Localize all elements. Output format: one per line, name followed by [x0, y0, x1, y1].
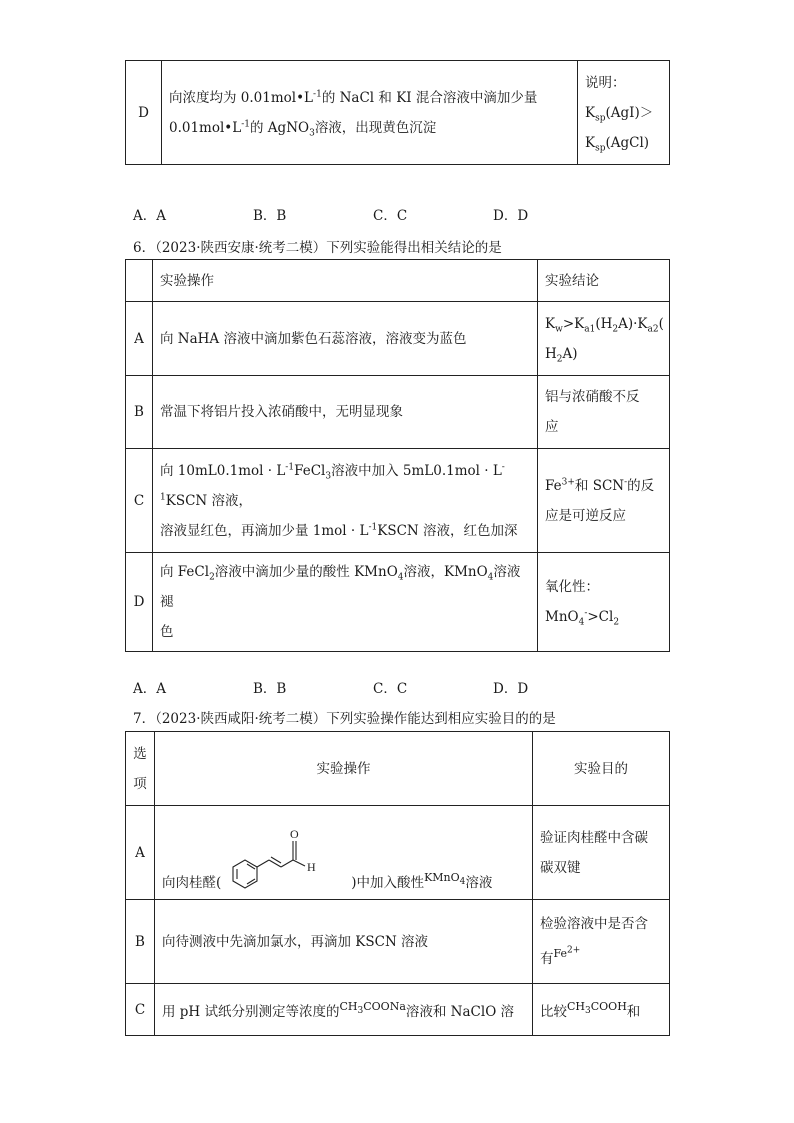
row-label: B [126, 900, 155, 984]
choice-d[interactable]: D．D [493, 208, 529, 224]
row-label: D [126, 61, 162, 165]
conclusion-cell: 铝与浓硝酸不反 应 [538, 376, 670, 449]
table-row [126, 900, 670, 984]
table-row [126, 984, 670, 1036]
operation-cell: 向 NaHA 溶液中滴加紫色石蕊溶液，溶液变为蓝色 [153, 302, 538, 376]
choice-c[interactable]: C．C [373, 208, 408, 224]
choice-b[interactable]: B．B [253, 208, 287, 224]
q7-title: 7．（2023·陕西咸阳·统考二模）下列实验操作能达到相应实验目的的是 [133, 711, 556, 727]
operation-cell: 用 pH 试纸分别测定等浓度的$^{CH_3COONa}$溶液和 NaClO 溶 [155, 984, 533, 1036]
q6-choices [133, 677, 613, 697]
header-goal: 实验目的 [533, 732, 670, 806]
goal-cell: 验证肉桂醛中含碳 碳双键 [533, 806, 670, 900]
q7-table [125, 731, 670, 1036]
goal-cell: 比较$^{CH_3COOH}$和 [533, 984, 670, 1036]
operation-cell: 向 $10mL0.1mol \cdot L^{-1}FeCl_3$溶液中加入 $5mL0.1mol \cdot L^{-1}KSCN$ 溶液， 溶液显红色，再滴加少量 $1mol \cdot L^{-1}KSCN$ 溶液，红色加深 [153, 449, 538, 553]
operation-cell: 向浓度均为 $0.01mol•L^{-1}$的 NaCl 和 KI 混合溶液中滴加少量 $0.01mol•L^{-1}$的 AgNO$_3$溶液，出现黄色沉淀 [162, 61, 578, 165]
operation-cell: 向待测液中先滴加氯水，再滴加 KSCN 溶液 [155, 900, 533, 984]
table-header-row [126, 732, 670, 806]
conclusion-cell: 说明： $K_{sp}(AgI)>$ $K_{sp}(AgCl)$ [578, 61, 670, 165]
choice-c[interactable]: C．C [373, 681, 408, 697]
table-row [126, 806, 670, 900]
table-row [126, 376, 670, 449]
operation-cell: 向肉桂醛( O H )中加入酸性$^{KMnO_4}$溶液 [155, 806, 533, 900]
q5-table-tail [125, 60, 670, 165]
header-option: 选 项 [126, 732, 155, 806]
row-label: C [126, 449, 153, 553]
row-label: A [126, 806, 155, 900]
cinnamaldehyde-structure-icon [221, 821, 351, 893]
table-row [126, 553, 670, 652]
table-row [126, 61, 670, 165]
header-operation: 实验操作 [155, 732, 533, 806]
table-row [126, 302, 670, 376]
table-header-row [126, 260, 670, 302]
header-operation: 实验操作 [153, 260, 538, 302]
conclusion-cell: $K_w>K_{a1}(H_2A)\cdot K_{a2}$( $H_2A$) [538, 302, 670, 376]
row-label: A [126, 302, 153, 376]
svg-text:O: O [290, 827, 299, 841]
choice-a[interactable]: A．A [133, 208, 166, 224]
q5-choices [133, 204, 613, 224]
row-label: B [126, 376, 153, 449]
choice-d[interactable]: D．D [493, 681, 529, 697]
q6-table [125, 259, 670, 652]
header-conclusion: 实验结论 [538, 260, 670, 302]
conclusion-cell: 氧化性： $MnO_4^->Cl_2$ [538, 553, 670, 652]
operation-cell: 常温下将铝片投入浓硝酸中，无明显现象 [153, 376, 538, 449]
table-row [126, 449, 670, 553]
choice-a[interactable]: A．A [133, 681, 166, 697]
svg-text:H: H [307, 860, 316, 874]
operation-cell: 向 FeCl$_2$溶液中滴加少量的酸性 KMnO$_4$溶液，KMnO$_4$溶液褪 色 [153, 553, 538, 652]
q6-title: 6．（2023·陕西安康·统考二模）下列实验能得出相关结论的是 [133, 240, 502, 256]
choice-b[interactable]: B．B [253, 681, 287, 697]
conclusion-cell: $Fe^{3+}$和 SCN-的反 应是可逆反应 [538, 449, 670, 553]
goal-cell: 检验溶液中是否含 有$^{Fe^{2+}}$ [533, 900, 670, 984]
row-label: D [126, 553, 153, 652]
row-label: C [126, 984, 155, 1036]
